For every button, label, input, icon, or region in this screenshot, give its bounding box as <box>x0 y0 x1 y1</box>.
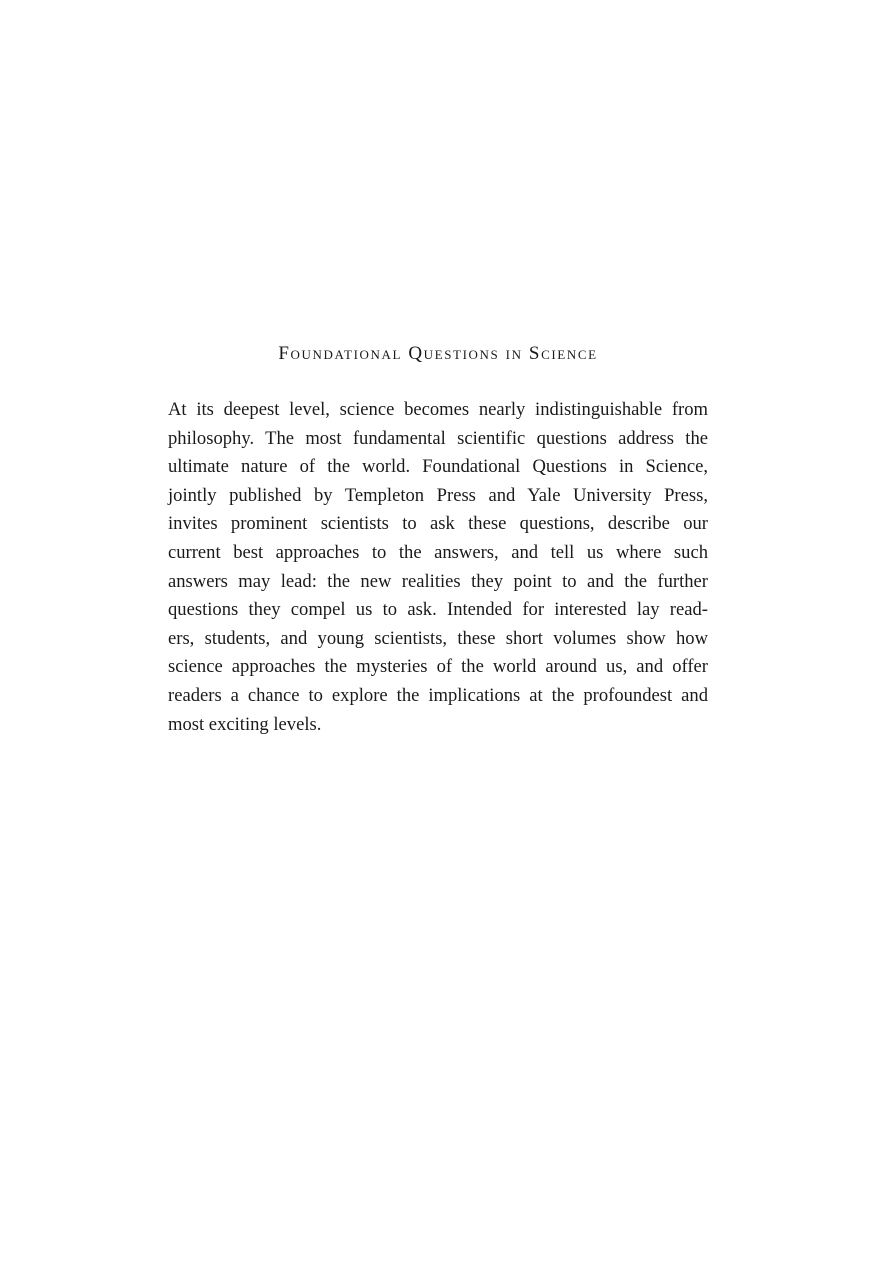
body-line: At its deepest level, science becomes nearly indistinguishable from <box>168 399 708 420</box>
series-description <box>168 396 708 739</box>
body-line: ultimate nature of the world. Foundational Questions in Science, <box>168 456 708 478</box>
body-line: current best approaches to the answers, and tell us where such <box>168 541 708 563</box>
body-line: answers may lead: the new realities they point to and the further <box>168 570 708 592</box>
body-line: readers a chance to explore the implications at the profoundest and <box>168 684 708 706</box>
body-line: philosophy. The most fundamental scientific questions address the <box>168 427 708 449</box>
series-title: Foundational Questions in Science <box>278 343 598 364</box>
body-line: science approaches the mysteries of the world around us, and offer <box>168 656 708 678</box>
body-line: ers, students, and young scientists, these short volumes show how <box>168 627 708 649</box>
body-line: questions they compel us to ask. Intended for interested lay read- <box>168 599 708 621</box>
body-line: invites prominent scientists to ask these questions, describe our <box>168 513 708 535</box>
body-line: jointly published by Templeton Press and Yale University Press, <box>168 484 708 506</box>
body-line: most exciting levels. <box>168 713 322 735</box>
